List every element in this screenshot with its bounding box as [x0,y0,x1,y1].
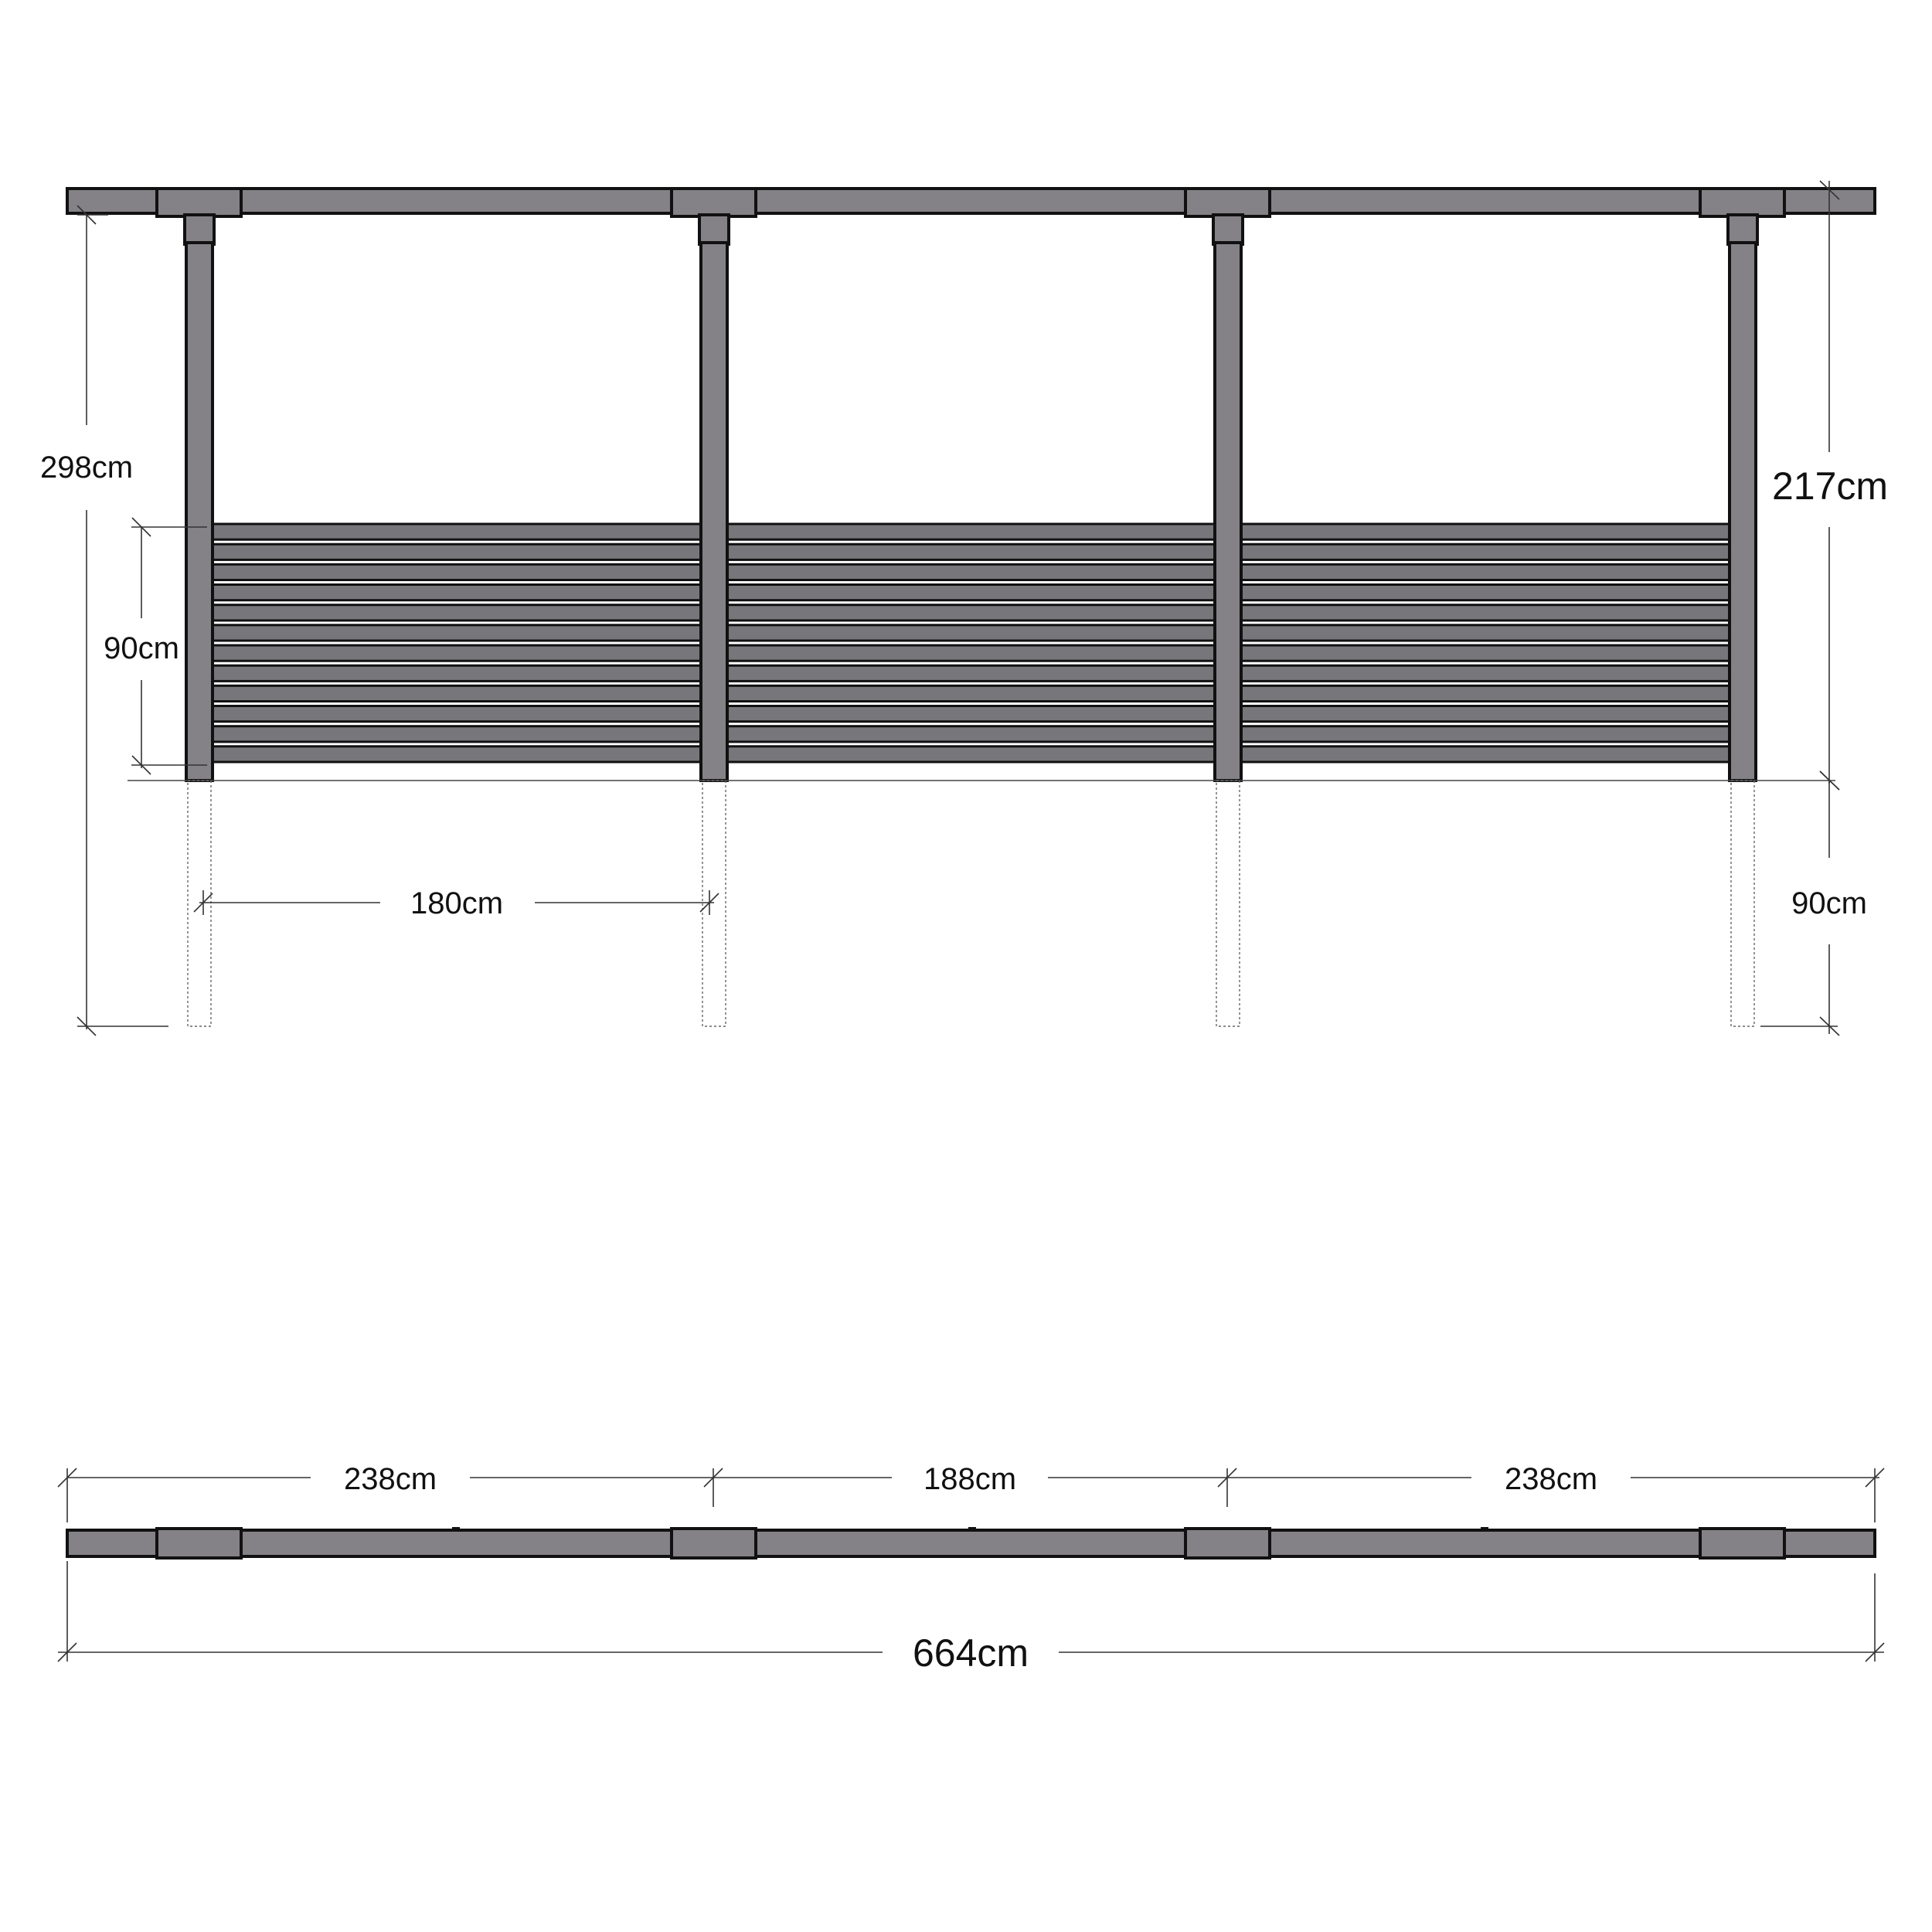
fence-slat [1241,747,1730,762]
buried-post [1731,781,1754,1026]
fence-slat [727,665,1215,681]
post-cap [157,189,241,216]
post [1215,243,1241,781]
fence-slat [727,706,1215,722]
post-cap [1185,189,1270,216]
top-beam [67,189,1875,213]
post-cap-stem [1213,215,1243,244]
fence-slat [1241,726,1730,742]
top-view-beam [67,1530,1875,1556]
span-right-label: 238cm [1504,1462,1598,1496]
dimension-buried-depth [1760,771,1867,1036]
fence-slat [213,645,701,661]
total-height-label: 298cm [39,451,134,485]
fence-slat [727,585,1215,600]
fence-slat [213,726,701,742]
fence-slat [213,544,701,560]
fence-slat [1241,524,1730,539]
post-cap [672,189,756,216]
post [186,243,213,781]
fence-slat [1241,645,1730,661]
fence-slat [727,645,1215,661]
fence-slat [213,564,701,580]
post-cap [1700,189,1784,216]
fence-slat [213,706,701,722]
top-view-post-cap [1700,1529,1784,1558]
fence-slat [1241,605,1730,621]
fence-slat [1241,625,1730,641]
above-ground-height-label: 217cm [1771,464,1889,508]
dimension-above-ground-height [1772,181,1888,790]
fence-slat [1241,585,1730,600]
dimension-post-spacing [194,886,719,920]
fence-slat [727,726,1215,742]
dimension-total-length [58,1561,1884,1675]
fence-slat [727,524,1215,539]
fence-slat [727,605,1215,621]
fence-slat [1241,685,1730,701]
post-cap-stem [699,215,729,244]
buried-post [1216,781,1240,1026]
buried-post [702,781,726,1026]
fence-slat [727,564,1215,580]
top-view [58,1462,1884,1675]
fence-slat [727,544,1215,560]
fence-slat [213,685,701,701]
post [701,243,727,781]
fence-slat [213,605,701,621]
fence-slat [213,747,701,762]
fence-height-label: 90cm [104,631,179,665]
post [1730,243,1756,781]
total-length-label: 664cm [912,1631,1029,1675]
fence-slat [1241,665,1730,681]
dimension-total-height [40,206,168,1036]
dimension-spans [58,1462,1884,1522]
fence-slat [1241,564,1730,580]
span-left-label: 238cm [343,1462,437,1496]
post-cap-stem [1728,215,1757,244]
fence-slat [727,747,1215,762]
fence-slat [213,625,701,641]
post-cap-stem [185,215,214,244]
fence-slat [213,524,701,539]
top-view-post-cap [672,1529,756,1558]
front-elevation [40,181,1888,1036]
fence-slat [727,685,1215,701]
post-spacing-label: 180cm [410,886,504,920]
buried-post [188,781,211,1026]
fence-slat [213,585,701,600]
fence-slats [213,524,1730,762]
top-view-post-cap [1185,1529,1270,1558]
top-view-post-cap [157,1529,241,1558]
fence-slat [1241,544,1730,560]
fence-slat [727,625,1215,641]
fence-slat [1241,706,1730,722]
fence-slat [213,665,701,681]
span-middle-label: 188cm [923,1462,1017,1496]
buried-depth-label: 90cm [1791,886,1867,920]
